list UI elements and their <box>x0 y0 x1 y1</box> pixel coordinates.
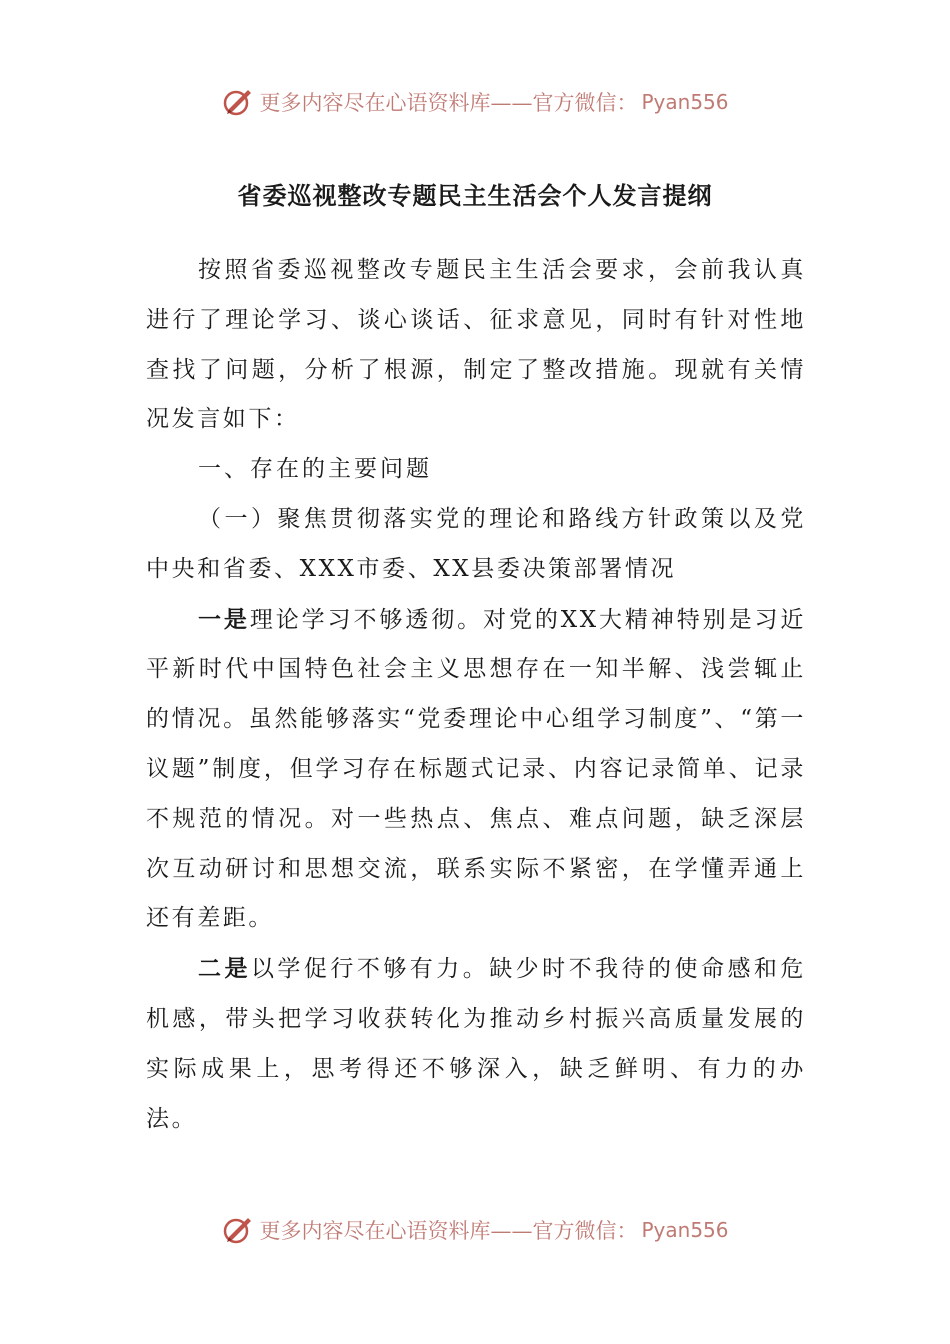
point-paragraph-2 <box>146 944 806 1144</box>
pen-logo-icon <box>221 1213 255 1247</box>
watermark-header <box>0 82 950 122</box>
point-text-1: 理论学习不够透彻。对党的XX大精神特别是习近平新时代中国特色社会主义思想存在一知半解、浅尝辄止的情况。虽然能够落实“党委理论中心组学习制度”、“第一议题”制度，但学习存在标题式记录、内容记录简单、记录不规范的情况。对一些热点、焦点、难点问题，缺乏深层次互动研讨和思想交流，联系实际不紧密，在学懂弄通上还有差距。 <box>146 606 806 932</box>
point-lead-2: 二是 <box>198 955 251 983</box>
document-title: 省委巡视整改专题民主生活会个人发言提纲 <box>237 181 713 210</box>
watermark-id: Pyan556 <box>641 1218 729 1242</box>
section-heading: 一、存在的主要问题 <box>198 456 432 483</box>
subsection-heading: （一）聚焦贯彻落实党的理论和路线方针政策以及党中央和省委、XXX市委、XX县委决策部署情况 <box>146 505 806 582</box>
point-text-2: 以学促行不够有力。缺少时不我待的使命感和危机感，带头把学习收获转化为推动乡村振兴高质量发展的实际成果上，思考得还不够深入，缺乏鲜明、有力的办法。 <box>146 956 806 1132</box>
intro-paragraph: 按照省委巡视整改专题民主生活会要求，会前我认真进行了理论学习、谈心谈话、征求意见，同时有针对性地查找了问题，分析了根源，制定了整改措施。现就有关情况发言如下： <box>146 257 806 433</box>
point-paragraph-1 <box>146 595 806 945</box>
watermark-text: 更多内容尽在心语资料库——官方微信： <box>259 1219 638 1243</box>
document-body <box>146 246 806 1144</box>
watermark-text: 更多内容尽在心语资料库——官方微信： <box>259 91 638 115</box>
watermark-footer <box>0 1210 950 1250</box>
pen-logo-icon <box>221 85 255 119</box>
watermark-id: Pyan556 <box>641 90 729 114</box>
point-lead-1: 一是 <box>198 605 250 633</box>
